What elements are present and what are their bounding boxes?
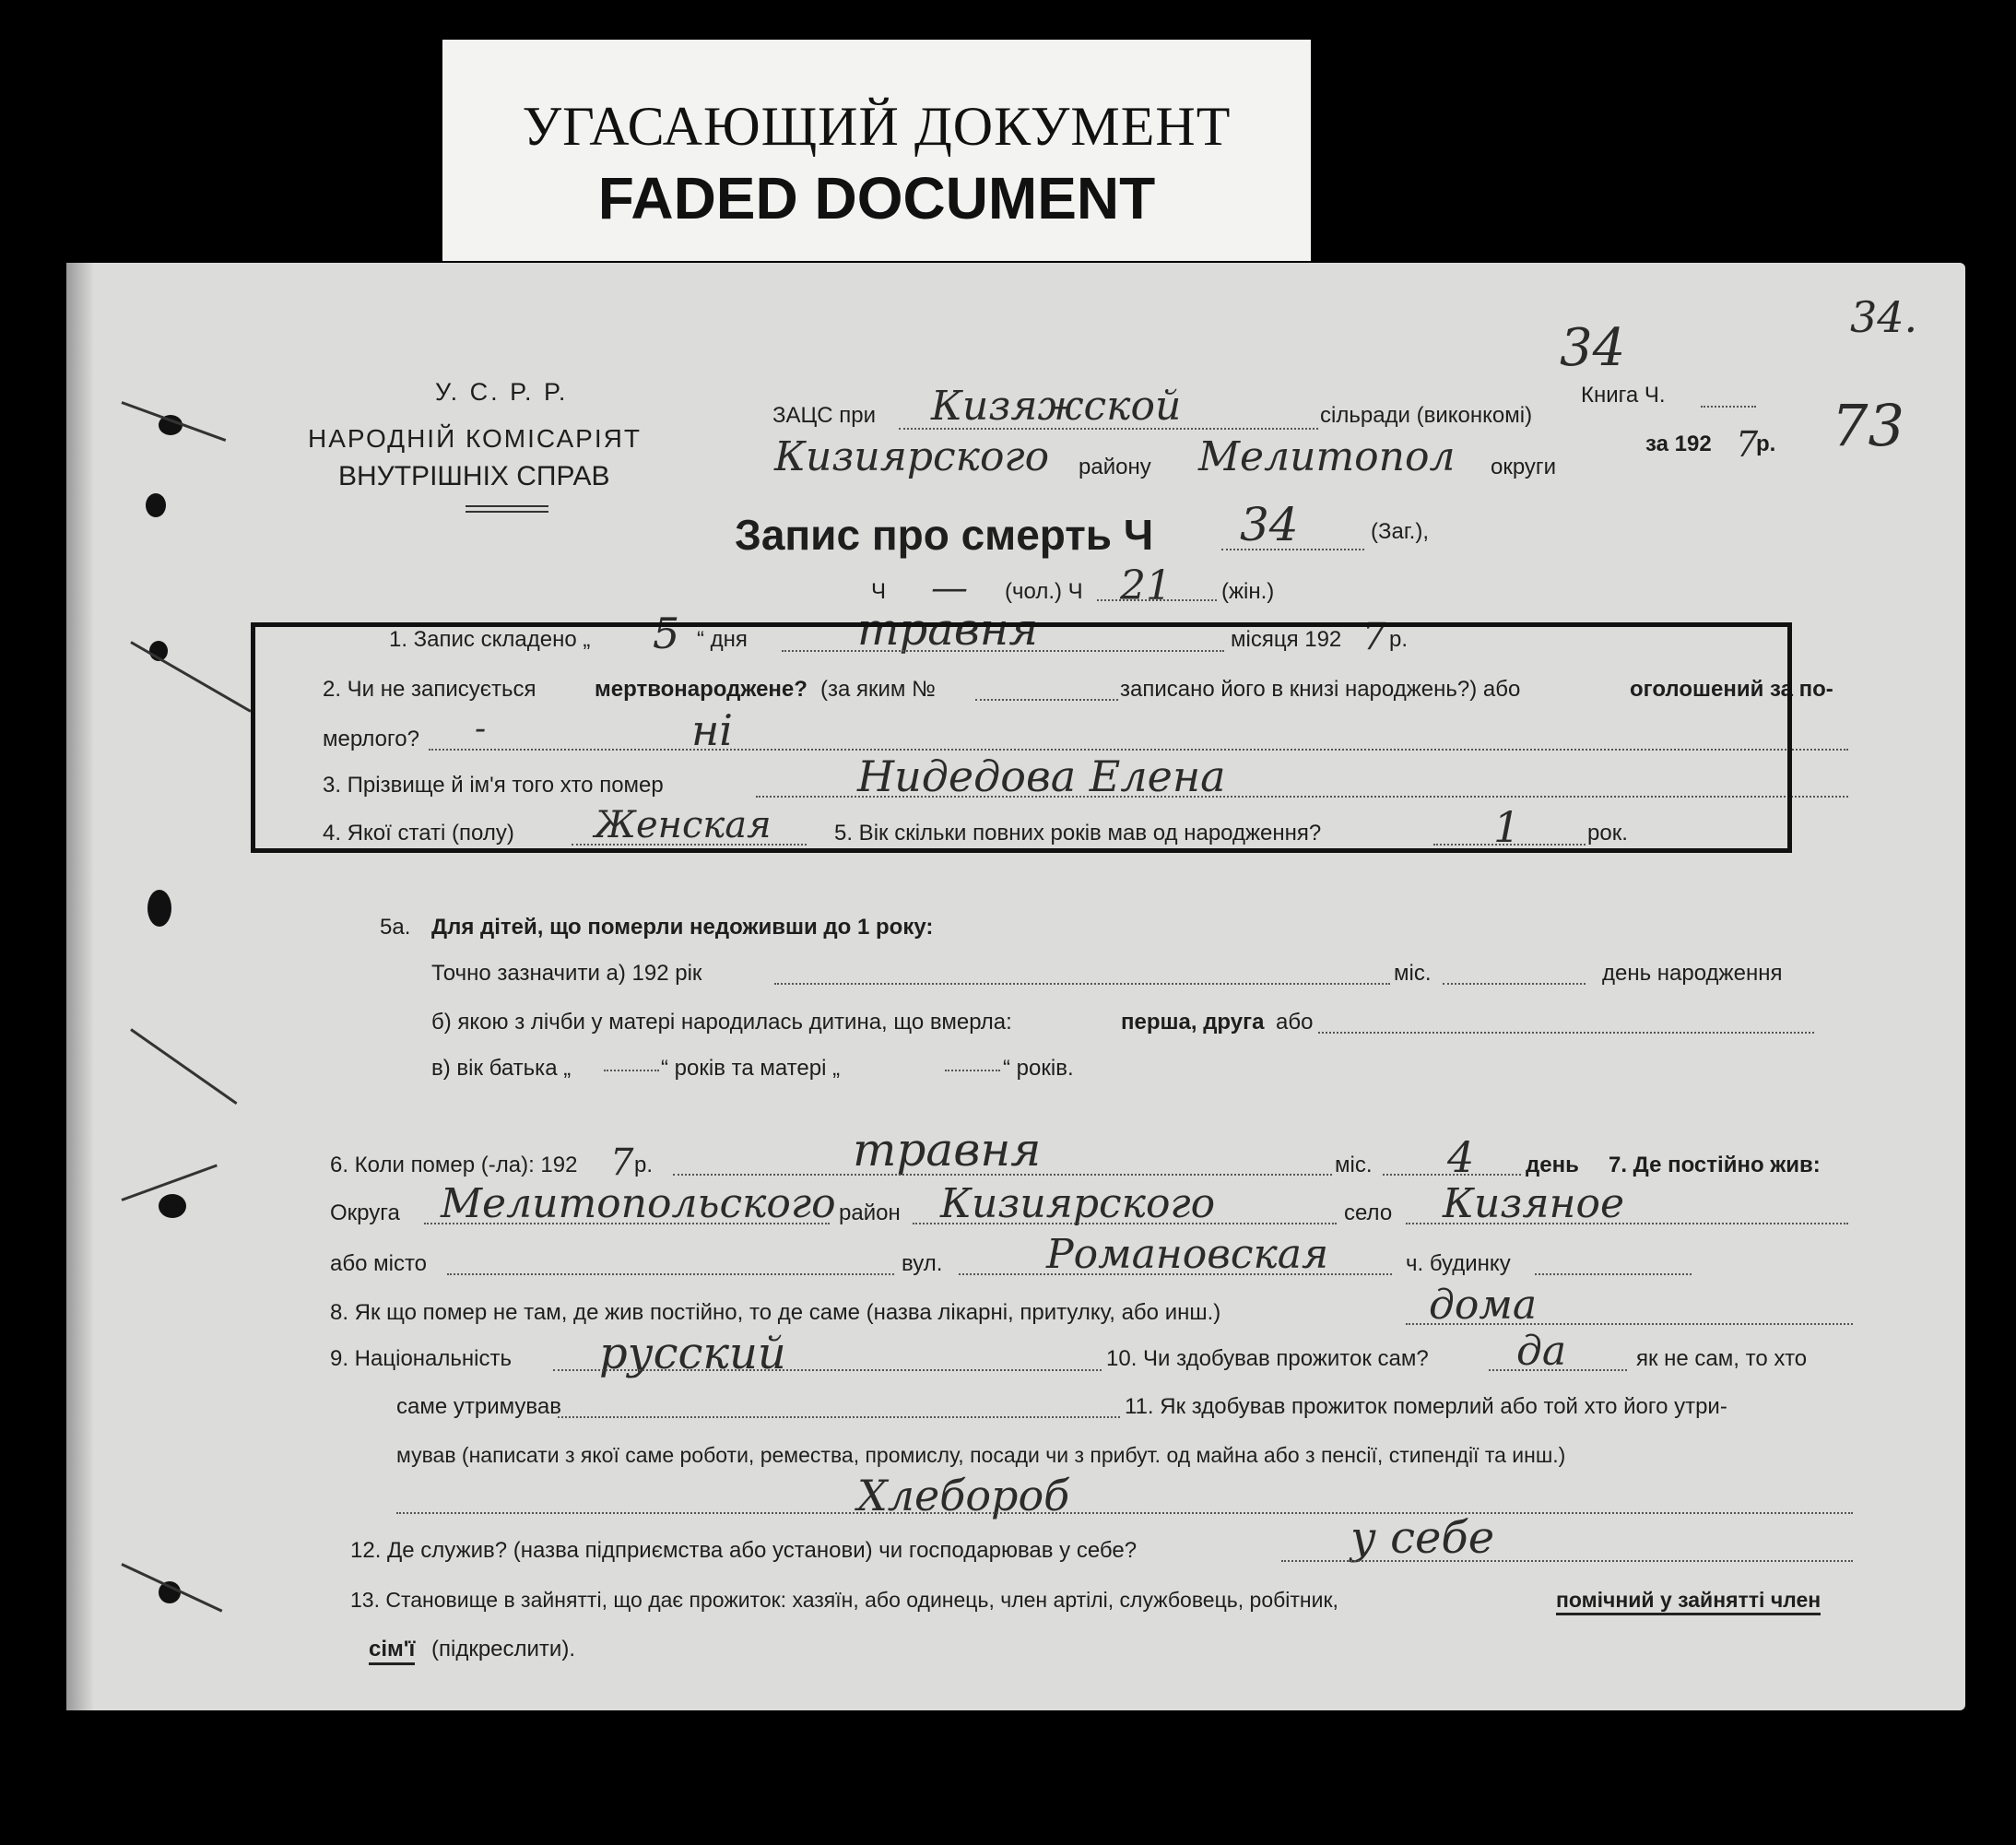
okrug-value: Мелитопольского: [441, 1180, 836, 1227]
q6-month-value: травня: [853, 1123, 1042, 1177]
q1-year-value: 7: [1362, 616, 1386, 658]
q7-label: 7. Де постійно жив:: [1609, 1153, 1821, 1177]
q5-value: 1: [1493, 802, 1521, 852]
q4-value: Женская: [595, 804, 772, 846]
q9-value: русский: [599, 1328, 786, 1379]
q10-value: да: [1516, 1328, 1567, 1375]
q1-prefix: 1. Запис складено „: [389, 627, 591, 652]
zags-suffix: сільради (виконкомі): [1320, 403, 1533, 428]
male-label: (чол.) Ч: [1005, 579, 1083, 604]
q13-underlined: помічний у зайнятті член: [1556, 1588, 1821, 1615]
okrug-value: Мелитопол: [1198, 433, 1456, 480]
q12-label: 12. Де служив? (назва підприємства або установи) чи господарював у себе?: [350, 1538, 1138, 1563]
year-label: за 192: [1645, 432, 1712, 456]
q6-year-value: 7: [610, 1141, 634, 1184]
rayon-label: район: [839, 1200, 901, 1225]
zags-prefix: ЗАЦС при: [772, 403, 877, 428]
book-number-handwritten: 73: [1832, 392, 1904, 459]
q8-value: дома: [1429, 1282, 1538, 1329]
female-count: 21: [1120, 562, 1172, 609]
q13-label-c: (підкреслити).: [431, 1637, 575, 1662]
q3-label: 3. Прізвище й ім'я того хто помер: [323, 773, 664, 798]
q2-label-d: записано його в книзі народжень?) або: [1120, 677, 1521, 702]
rayon-value: Кизиярского: [940, 1180, 1216, 1227]
country-label: У. С. Р. Р.: [435, 378, 569, 406]
binding-hole: [147, 890, 171, 927]
q11-label: 11. Як здобував прожиток померлий або той хто його утри-: [1125, 1394, 1727, 1419]
q6-day-value: 4: [1447, 1132, 1475, 1182]
q1-day-label: “ дня: [697, 627, 748, 652]
q1-day-value: 5: [653, 609, 680, 658]
year-suffix: р.: [1756, 432, 1776, 456]
q5-label: 5. Вік скільки повних років мав од народження?: [834, 821, 1322, 846]
binding-hole: [159, 1194, 186, 1218]
q5-unit: рок.: [1587, 821, 1628, 846]
budynok-label: ч. будинку: [1406, 1251, 1511, 1276]
q5a-line1-a: Точно зазначити а) 192 рік: [431, 961, 702, 986]
okrug-label: Округа: [330, 1200, 400, 1225]
q1-year-suffix: р.: [1389, 627, 1409, 652]
q2-label-c: (за яким №: [820, 677, 936, 702]
q10-label-c: саме утримував: [396, 1394, 561, 1419]
banner-line-russian: УГАСАЮЩИЙ ДОКУМЕНТ: [522, 96, 1232, 157]
misto-label: або місто: [330, 1251, 428, 1276]
q2-label-a: 2. Чи не записується: [323, 677, 536, 702]
q13-label: 13. Становище в зайнятті, що дає прожиток: хазяїн, або одинець, член артілі, службовець, робітник,: [350, 1588, 1338, 1612]
male-count: —: [931, 567, 968, 609]
q5a-line3-b: “ років та матері „: [661, 1056, 841, 1081]
infant-section-box: [251, 622, 1792, 853]
okrug-label: округи: [1491, 455, 1557, 479]
q11-label-b: мував (написати з якої саме роботи, ремества, промислу, посади чи з прибут. од майна або з пенсії, стипендії та инш.): [396, 1443, 1566, 1467]
q2-dash: -: [475, 710, 487, 748]
commissariat-line2: ВНУТРІШНІХ СПРАВ: [338, 461, 610, 491]
q2-label-e: оголошений за по-: [1630, 677, 1833, 702]
record-gen: (Заг.),: [1371, 519, 1429, 544]
q8-label: 8. Як що помер не там, де жив постійно, то де саме (назва лікарні, притулку, або инш.): [330, 1300, 1221, 1325]
q5a-line2-a: б) якою з лічби у матері народилась дитина, що вмерла:: [431, 1010, 1012, 1035]
q6-month-label: міс.: [1335, 1153, 1373, 1177]
q5a-line2-b: перша, друга: [1121, 1010, 1265, 1035]
record-number: 34: [1240, 498, 1299, 551]
record-title: Запис про смерть Ч: [735, 511, 1154, 559]
banner-line-english: FADED DOCUMENT: [597, 165, 1156, 231]
q5a-title: Для дітей, що померли недоживши до 1 року:: [431, 915, 934, 940]
q9-label: 9. Національність: [330, 1346, 512, 1371]
q5a-line1-b: міс.: [1394, 961, 1432, 986]
q1-month-label: місяця 192: [1231, 627, 1342, 652]
q11-value: Хлебороб: [857, 1471, 1070, 1520]
q5a-line3-c: “ років.: [1003, 1056, 1074, 1081]
male-prefix: Ч: [871, 579, 886, 604]
q2-label-f: мерлого?: [323, 727, 419, 751]
zags-council-value: Кизяжской: [931, 383, 1182, 430]
selo-label: село: [1344, 1200, 1393, 1225]
district-label: району: [1079, 455, 1151, 479]
page-number-handwritten: 34: [1560, 318, 1626, 378]
q5a-line3-a: в) вік батька „: [431, 1056, 572, 1081]
q12-value: у себе: [1350, 1512, 1495, 1564]
q6-label: 6. Коли помер (-ла): 192: [330, 1153, 578, 1177]
female-label: (жін.): [1221, 579, 1275, 604]
q6-year-suffix: р.: [634, 1153, 654, 1177]
page-number-corner: 34.: [1850, 292, 1918, 342]
q10-label: 10. Чи здобував прожиток сам?: [1106, 1346, 1429, 1371]
district-value: Кизиярского: [774, 433, 1050, 480]
vul-value: Романовская: [1046, 1231, 1329, 1278]
selo-value: Кизяное: [1443, 1180, 1625, 1227]
q2-label-b: мертвонароджене?: [595, 677, 808, 702]
q10-label-b: як не сам, то хто: [1636, 1346, 1808, 1371]
vul-label: вул.: [902, 1251, 943, 1276]
binding-hole: [146, 493, 166, 517]
faded-document-label: [442, 40, 1311, 261]
q2-value: ні: [691, 705, 734, 755]
commissariat-line1: НАРОДНІЙ КОМІСАРІЯТ: [308, 424, 642, 453]
q13-label-b: сім'ї: [369, 1637, 415, 1665]
q5a-number: 5а.: [380, 915, 411, 940]
q5a-line2-c: або: [1276, 1010, 1314, 1035]
year-digit: 7: [1736, 424, 1759, 465]
q4-label: 4. Якої статі (полу): [323, 821, 514, 846]
q6-day-label: день: [1526, 1153, 1579, 1177]
q3-value: Нидедова Елена: [857, 751, 1226, 801]
q1-month-value: травня: [857, 604, 1039, 656]
q5a-line1-c: день народження: [1602, 961, 1783, 986]
book-label: Книга Ч.: [1581, 383, 1666, 408]
